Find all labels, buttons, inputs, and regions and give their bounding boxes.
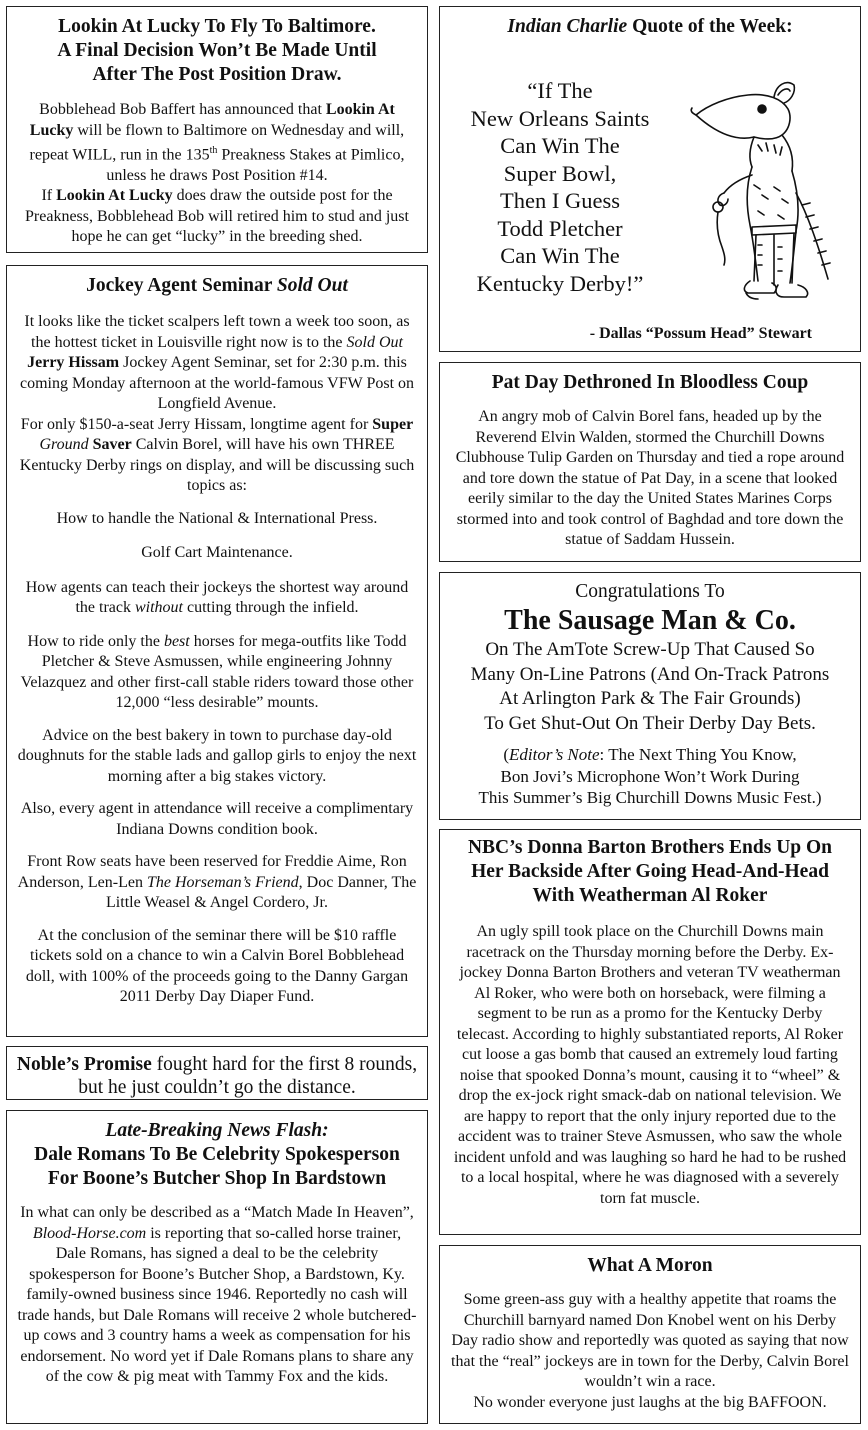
- sausage-body-line-4: To Get Shut-Out On Their Derby Day Bets.: [484, 712, 816, 734]
- seminar-topic-2: Golf Cart Maintenance.: [141, 544, 293, 561]
- moron-tail: No wonder everyone just laughs at the big BAFFOON.: [473, 1393, 827, 1411]
- romans-article: [6, 1110, 428, 1424]
- lucky-headline: [17, 15, 417, 87]
- nbc-article: [439, 829, 861, 1235]
- seminar-title-italic: Sold Out: [276, 275, 348, 296]
- moron-article: [439, 1245, 861, 1424]
- seminar-ground: Ground: [39, 436, 89, 453]
- noble-horse-name: Noble’s Promise: [16, 1054, 152, 1075]
- sausage-note-line-2: Bon Jovi’s Microphone Won’t Work During: [500, 766, 800, 786]
- seminar-saver: Saver: [88, 436, 132, 453]
- sausage-congrats: Congratulations To: [575, 581, 725, 602]
- nbc-headline-line-2: Her Backside After Going Head-And-Head: [471, 861, 829, 882]
- quote-headline: [450, 15, 850, 39]
- quote-attribution: - Dallas “Possum Head” Stewart: [589, 325, 812, 342]
- quote-headline-italic: Indian Charlie: [507, 16, 628, 37]
- nbc-headline-line-3: With Weatherman Al Roker: [532, 885, 768, 906]
- quote-text: [454, 77, 666, 297]
- sausage-body-line-3: At Arlington Park & The Fair Grounds): [499, 688, 801, 709]
- romans-headline: [17, 1119, 417, 1191]
- seminar-front-1: Front Row seats have been reserved for Freddie Aime, Ron Anderson, Len-Len: [17, 853, 407, 891]
- seminar-topic-3i: without: [134, 599, 183, 616]
- noble-article: [6, 1046, 428, 1100]
- patday-body: An angry mob of Calvin Borel fans, headed up by the Reverend Elvin Walden, stormed the Churchill Downs Clubhouse Tulip Garden on Thursday and tied a rope around and tore down the statue of Pat Day, in a scene that looked eerily similar to the day the United States Marines Corps stormed into and took control of Baghdad and tore down the statue of Saddam Hussein.: [455, 408, 845, 548]
- sausage-article: [439, 572, 861, 820]
- lucky-headline-line-2: A Final Decision Won’t Be Made Until: [57, 40, 377, 61]
- moron-body-text: Some green-ass guy with a healthy appetite that roams the Churchill barnyard named Don Knobel went on his Derby Day radio show and reportedly was quoted as saying that now that the “real” jockeys are in town for the Derby, Calvin Borel wouldn’t win a race.: [451, 1291, 849, 1390]
- lucky-headline-line-3: After The Post Position Draw.: [92, 64, 342, 85]
- seminar-intro-4: Calvin Borel, will have his own THREE Kentucky Derby rings on display, and will be discussing such topics as:: [19, 436, 415, 494]
- seminar-intro-3: For only $150-a-seat Jerry Hissam, longtime agent for: [20, 415, 373, 433]
- quote-line-4: Super Bowl,: [503, 160, 617, 186]
- lucky-p5: does draw the outside post for the Preakness, Bobblehead Bob will retired him to stud and just hope he can get “lucky” in the breeding shed.: [25, 187, 409, 246]
- seminar-intro-2: Jockey Agent Seminar, set for 2:30 p.m. this coming Monday afternoon at the world-famous VFW Post on Longfield Avenue.: [19, 354, 415, 412]
- seminar-topic-3a: How agents can teach their jockeys the shortest way around the track: [25, 578, 409, 616]
- seminar-super: Super: [372, 415, 414, 433]
- lucky-p2: will be flown to Baltimore on Wednesday and will, repeat WILL, run in the 135: [29, 121, 405, 164]
- nbc-headline-line-1: NBC’s Donna Barton Brothers Ends Up On: [467, 837, 833, 858]
- sausage-note-line-1: : The Next Thing You Know,: [599, 745, 797, 764]
- nbc-headline: [450, 836, 850, 908]
- sausage-note-line-3: This Summer’s Big Churchill Downs Music Fest.): [478, 788, 822, 807]
- sausage-note: (Editor’s Note: The Next Thing You Know, Bon Jovi’s Microphone Won’t Work During This Summer’s Big Churchill Downs Music Fest.): [450, 744, 850, 809]
- romans-site: Blood-Horse.com: [32, 1224, 147, 1242]
- quote-line-8: Kentucky Derby!”: [476, 270, 644, 296]
- seminar-title: Jockey Agent Seminar: [86, 275, 277, 296]
- patday-headline: Pat Day Dethroned In Bloodless Coup: [491, 372, 809, 393]
- sausage-body-line-2: Many On-Line Patrons (And On-Track Patrons: [470, 663, 830, 685]
- quote-headline-rest: Quote of the Week:: [627, 16, 793, 37]
- seminar-topic-3b: cutting through the infield.: [183, 599, 359, 616]
- patday-article: [439, 362, 861, 562]
- lucky-body: [17, 100, 417, 248]
- lucky-article: [6, 6, 428, 253]
- seminar-topic-6: Also, every agent in attendance will receive a complimentary Indiana Downs condition book.: [20, 800, 414, 838]
- moron-headline: What A Moron: [587, 1255, 713, 1276]
- lucky-p4: If: [41, 187, 57, 205]
- quote-line-5: Then I Guess: [500, 188, 620, 213]
- seminar-topic-4b: horses for mega-outfits like Todd Pletcher & Steve Asmussen, while engineering Johnny Velazquez and other first-call stable riders toward those other 12,000 “less desirable” mounts.: [20, 632, 414, 711]
- romans-p2: is reporting that so-called horse trainer, Dale Romans, has signed a deal to be the celebrity spokesperson for Boone’s Butcher Shop, a Bardstown, Ky. family-owned business since 1946. Reportedly no cash will trade hands, but Dale Romans will receive 2 whole butchered-up cows and 3 country hams a week as compensation for his endorsement. No word yet if Dale Romans plans to share any of the cow & pig meat with Tammy Fox and the kids.: [17, 1224, 417, 1385]
- romans-headline-line-2: For Boone’s Butcher Shop In Bardstown: [47, 1168, 387, 1189]
- seminar-front-2: , Doc Danner, The Little Weasel & Angel Cordero, Jr.: [106, 873, 417, 911]
- quote-line-6: Todd Pletcher: [497, 215, 623, 241]
- quote-line-2: New Orleans Saints: [470, 105, 650, 131]
- romans-headline-line-1: Dale Romans To Be Celebrity Spokesperson: [34, 1144, 400, 1165]
- quote-box: [439, 6, 861, 352]
- seminar-raffle: At the conclusion of the seminar there will be $10 raffle tickets sold on a chance to win a Calvin Borel Bobblehead doll, with 100% of the proceeds going to the Danny Gargan 2011 Derby Day Diaper Fund.: [25, 926, 409, 1005]
- lucky-p1: Bobblehead Bob Baffert has announced that: [39, 101, 326, 118]
- romans-flash: Late-Breaking News Flash:: [105, 1120, 329, 1141]
- noble-rest: fought hard for the first 8 rounds, but he just couldn’t go the distance.: [78, 1054, 418, 1098]
- seminar-intro-bold: Jerry Hissam: [27, 354, 120, 371]
- seminar-body: [17, 312, 417, 1008]
- seminar-headline: [17, 274, 417, 298]
- quote-line-7: Can Win The: [500, 243, 620, 268]
- sausage-name: The Sausage Man & Co.: [504, 605, 796, 636]
- seminar-topic-5: Advice on the best bakery in town to purchase day-old doughnuts for the stable lads and gallop girls to enjoy the next morning after a big stakes victory.: [17, 726, 417, 785]
- noble-text: [15, 1053, 419, 1099]
- lucky-horse-name: Lookin At Lucky: [29, 101, 395, 139]
- sausage-note-label: Editor’s Note: [509, 745, 600, 764]
- seminar-topic-4i: best: [163, 632, 190, 650]
- seminar-topic-4a: How to ride only the: [27, 632, 164, 650]
- romans-p1: In what can only be described as a “Match Made In Heaven”,: [20, 1204, 414, 1221]
- seminar-intro-1: It looks like the ticket scalpers left town a week too soon, as the hottest ticket in Louisville right now is to the: [24, 313, 410, 351]
- quote-line-3: Can Win The: [500, 133, 620, 158]
- seminar-article: [6, 265, 428, 1037]
- seminar-topic-1: How to handle the National & International Press.: [56, 509, 378, 527]
- seminar-intro-italic: Sold Out: [346, 333, 403, 351]
- moron-body: [450, 1290, 850, 1413]
- sausage-body: [450, 638, 850, 736]
- lucky-headline-line-1: Lookin At Lucky To Fly To Baltimore.: [58, 16, 376, 37]
- lucky-horse-name-2: Lookin At Lucky: [56, 187, 173, 205]
- seminar-front-italic: The Horseman’s Friend: [146, 873, 299, 891]
- possum-icon: [678, 75, 838, 311]
- lucky-sup: th: [209, 145, 218, 156]
- romans-body: [17, 1203, 417, 1388]
- lucky-p3: Preakness Stakes at Pimlico, unless he draws Post Position #14.: [106, 146, 405, 184]
- quote-line-1: “If The: [527, 78, 593, 103]
- nbc-body: An ugly spill took place on the Churchill Downs main racetrack on the Thursday morning before the Derby. Ex-jockey Donna Barton Brothers and veteran TV weatherman Al Roker, who were both on horseback, were filming a segment to be run as a promo for the Kentucky Derby telecast. According to highly substantiated reports, Al Roker cut loose a gas bomb that caused an extremely loud farting noise that spooked Donna’s mount, causing it to “wheel” & drop the ex-jock right smack-dab on national television. We are happy to report that the only injury reported due to the accident was to trainer Steve Asmussen, who saw the whole incident unfold and was laughing so hard he had to be rushed to a local hospital, where he was diagnosed with a severely torn fat muscle.: [453, 923, 847, 1207]
- sausage-body-line-1: On The AmTote Screw-Up That Caused So: [485, 639, 815, 660]
